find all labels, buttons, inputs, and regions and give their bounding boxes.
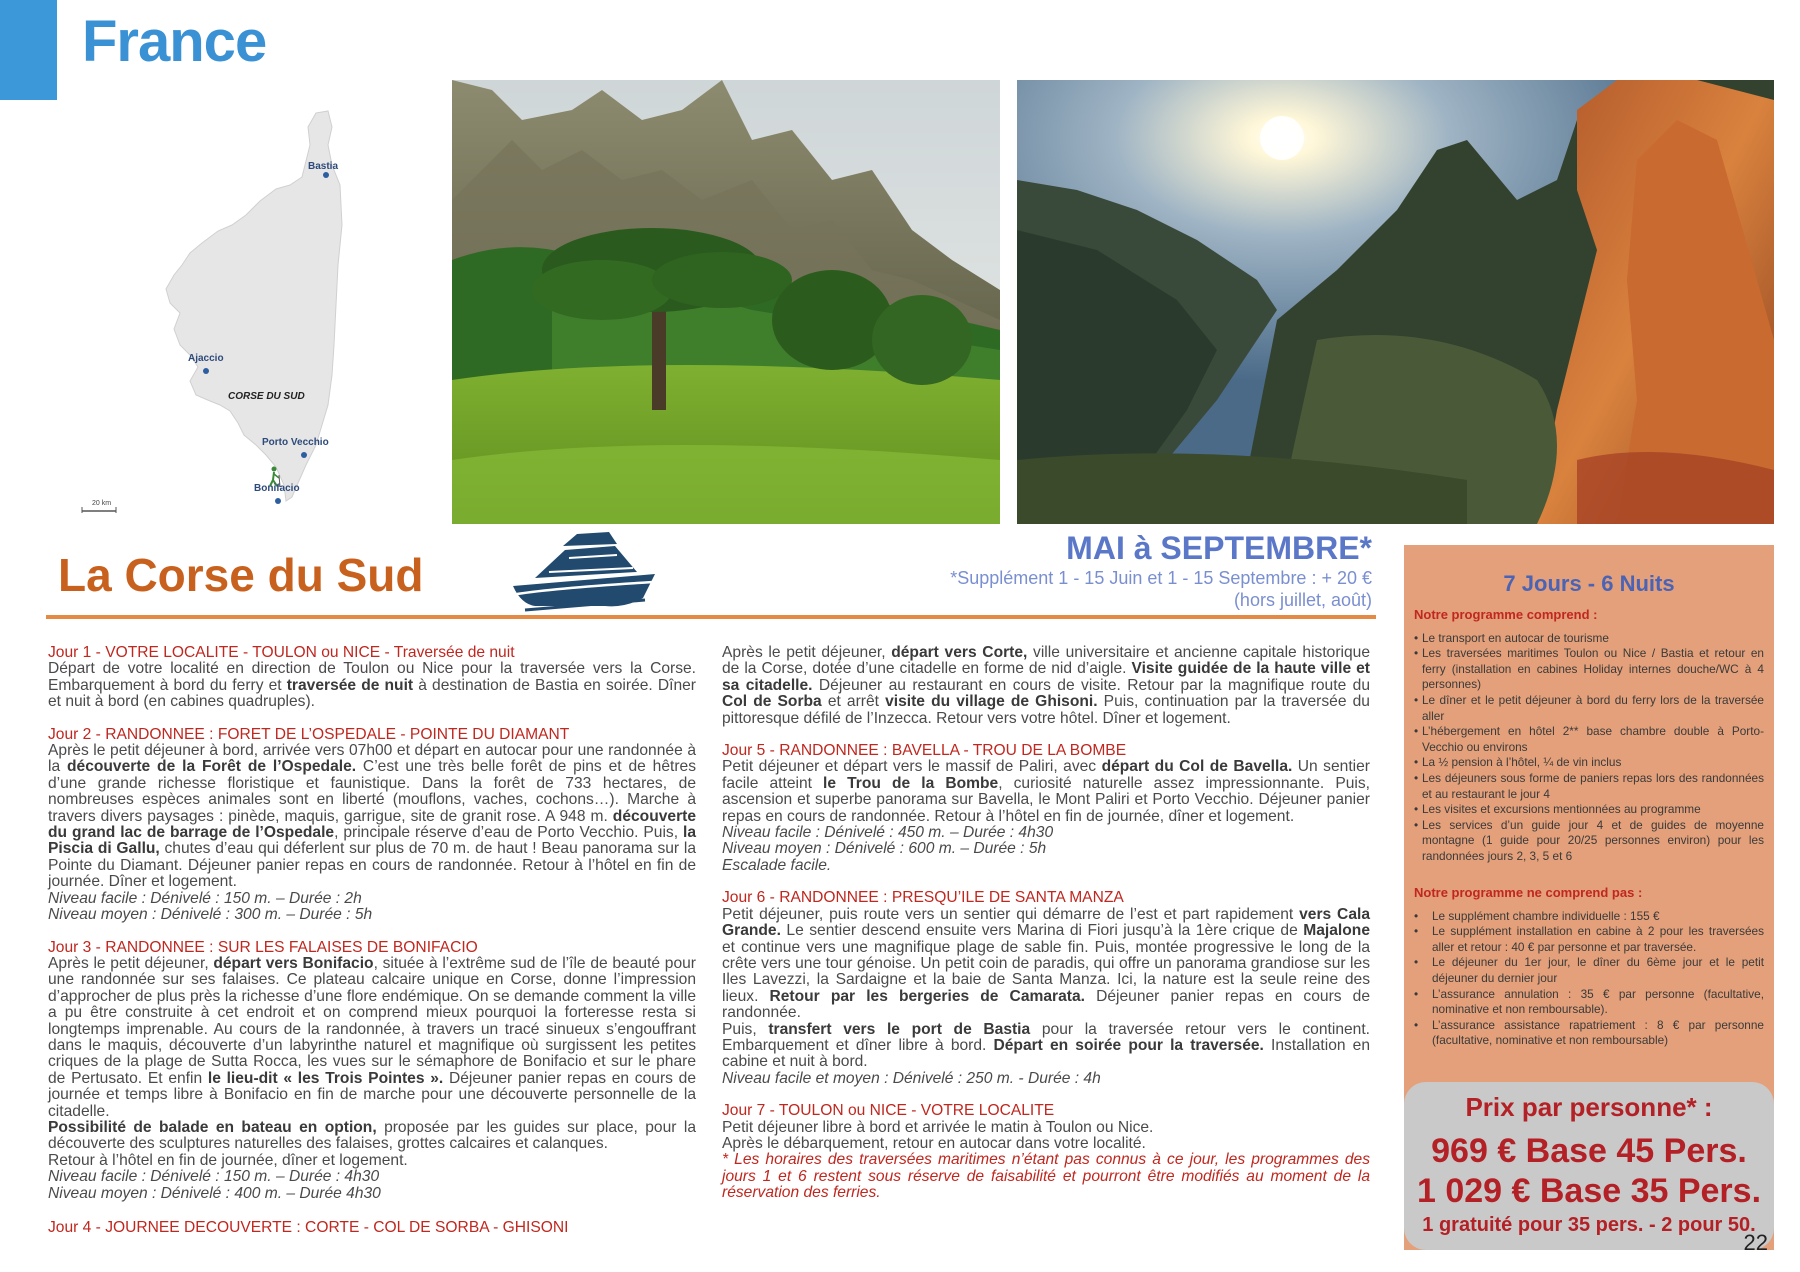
day-1 — [48, 645, 696, 711]
mountain-forest-photo — [452, 80, 1000, 524]
price-box — [1404, 1082, 1774, 1250]
day-7 — [722, 1103, 1370, 1201]
day-1-text: Départ de votre localité en direction de Toulon ou Nice pour la traversée vers la Corse. Embarquement à bord du ferry et traversée de nuit à destination de Bastia en soirée. Dîner et nuit à bord (en cabines quadruples). — [48, 660, 696, 711]
day-3-level-easy: Niveau facile : Dénivelé : 150 m. – Durée : 4h30 — [48, 1168, 380, 1186]
day-5 — [722, 743, 1370, 874]
season-block — [950, 530, 1372, 611]
included-title: Notre programme comprend : — [1414, 607, 1598, 622]
ferry-icon — [505, 528, 667, 612]
free-places-note: 1 gratuité pour 35 pers. - 2 pour 50. — [1422, 1214, 1756, 1236]
header-tab-block — [0, 0, 57, 100]
map-label-porto-vecchio: Porto Vecchio — [262, 437, 329, 448]
excluded-item: • L’assurance annulation : 35 € par personne (facultative, nominative et non remboursable). — [1414, 987, 1764, 1018]
corsica-map — [70, 105, 360, 525]
price-label: Prix par personne* : — [1465, 1092, 1713, 1122]
map-label-bastia: Bastia — [308, 161, 339, 172]
day-6-transfer-text: Puis, transfert vers le port de Bastia pour la traversée retour vers le continent. Embarquement et dîner libre à bord. Départ en soirée pour la traversée. Installation en cabine et nuit à bord. — [722, 1020, 1371, 1071]
trip-title: La Corse du Sud — [58, 549, 424, 601]
day-5-title: Jour 5 - RANDONNEE : BAVELLA - TROU DE LA BOMBE — [722, 742, 1127, 760]
included-item: • Les services d’un guide jour 4 et de guides de moyenne montagne (1 guide pour 20/25 personnes environ) pour les randonnées jours 2, 3, 5 et 6 — [1414, 818, 1764, 865]
included-item: • Les visites et excursions mentionnées au programme — [1414, 802, 1764, 818]
orange-divider — [46, 615, 1376, 619]
excluded-item: • Le supplément installation en cabine à 2 pour les traversées aller et retour : 40 € par personne et par traversée. — [1414, 924, 1764, 955]
day-4-continued — [722, 645, 1370, 727]
day-3-level-medium: Niveau moyen : Dénivelé : 400 m. – Durée 4h30 — [48, 1184, 381, 1202]
map-label-ajaccio: Ajaccio — [188, 353, 224, 364]
day-5-text: Petit déjeuner et départ vers le massif de Paliri, avec départ du Col de Bavella. Un sentier facile atteint le Trou de la Bombe, curiosité naturelle assez impressionnante. Puis, ascension et superbe panorama sur Bavella, le Mont Paliri et Porto Vecchio. Déjeuner panier repas en cours de randonnée. Retour à l’hôtel en fin de journée, dîner et logement. — [722, 758, 1370, 825]
excluded-title: Notre programme ne comprend pas : — [1414, 885, 1643, 900]
day-3-title: Jour 3 - RANDONNEE : SUR LES FALAISES DE BONIFACIO — [48, 938, 478, 956]
ferry-disclaimer: * Les horaires des traversées maritimes n’étant pas connus à ce jour, les programmes des jours 1 et 6 restent sous réserve de faisabilité et pourront être modifiés au moment de la réservation des ferries. — [722, 1151, 1370, 1202]
included-item: • L’hébergement en hôtel 2** base chambre double à Porto-Vecchio ou environs — [1414, 724, 1764, 755]
day-7-text-2: Après le débarquement, retour en autocar dans votre localité. — [722, 1134, 1146, 1152]
day-5-level-easy: Niveau facile : Dénivelé : 450 m. – Durée : 4h30 — [722, 824, 1054, 842]
season-supplement-note: *Supplément 1 - 15 Juin et 1 - 15 Septembre : + 20 € — [950, 568, 1372, 588]
page-number: 22 — [1743, 1230, 1768, 1255]
canyon-sunset-photo — [1017, 80, 1774, 524]
porto-vecchio-dot — [301, 452, 307, 458]
day-4-title: Jour 4 - JOURNEE DECOUVERTE : CORTE - COL DE SORBA - GHISONI — [48, 1219, 569, 1236]
included-list — [1414, 631, 1764, 865]
scale-label: 20 km — [92, 500, 112, 507]
included-item: • La ½ pension à l’hôtel, ¼ de vin inclus — [1414, 755, 1764, 771]
day-6-title: Jour 6 - RANDONNEE : PRESQU’ILE DE SANTA MANZA — [722, 889, 1124, 907]
day-2 — [48, 727, 696, 924]
ajaccio-dot — [203, 368, 209, 374]
season-exclusion-note: (hors juillet, août) — [1233, 590, 1372, 610]
included-item: • Les traversées maritimes Toulon ou Nice / Bastia et retour en ferry (installation en cabines Holiday internes douche/WC à 4 personnes) — [1414, 646, 1764, 693]
included-section — [1414, 607, 1764, 865]
day-3-text: Après le petit déjeuner, départ vers Bonifacio, située à l’extrême sud de l’île de beauté pour une randonnée sur ses falaises. Ce plateau calcaire unique en Corse, donne l’impression d’approcher de plus près la richesse d’une flore endémique. On se demande comment la ville a pu être construite à cet endroit et on comprend mieux pourquoi la forteresse resta si longtemps imprenable. Au cours de la randonnée, à travers un tracé sinueux s’engouffrant dans le maquis, découverte d’un labyrinthe naturel et magnifique où surgissent les petites criques de la plage de Sutta Rocca, les vues sur le sémaphore de Bonifacio et sur le phare de Pertusato. Et enfin le lieu-dit « les Trois Pointes ». Déjeuner panier repas en cours de journée et temps libre à Bonifacio en fin de marche pour une découverte personnelle de la citadelle. — [48, 954, 697, 1120]
day-2-level-medium: Niveau moyen : Dénivelé : 300 m. – Durée : 5h — [48, 906, 373, 924]
excluded-item: • Le supplément chambre individuelle : 155 € — [1414, 909, 1764, 925]
included-item: • Les déjeuners sous forme de paniers repas lors des randonnées et au restaurant le jour 4 — [1414, 771, 1764, 802]
day-1-title: Jour 1 - VOTRE LOCALITE - TOULON ou NICE - Traversée de nuit — [48, 644, 515, 661]
day-6-level: Niveau facile et moyen : Dénivelé : 250 m. - Durée : 4h — [722, 1069, 1101, 1087]
bastia-dot — [323, 172, 329, 178]
bonifacio-dot — [275, 498, 281, 504]
day-6 — [722, 890, 1370, 1087]
season-title: MAI à SEPTEMBRE* — [1066, 530, 1372, 566]
included-item: • Le transport en autocar de tourisme — [1414, 631, 1764, 647]
map-label-bonifacio: Bonifacio — [254, 483, 300, 494]
day-6-text: Petit déjeuner, puis route vers un sentier qui démarre de l’est et part rapidement vers Cala Grande. Le sentier descend ensuite vers Marina di Fiori jusqu’à la 1ère crique de Majalone et continue vers une magnifique plage de sable fin. Puis, montée progressive le long de la crête vers une tour génoise. Un petit coin de paradis, qui offre un panorama grandiose sur les Iles Lavezzi, la Sardaigne et la baie de Santa Manza. Ici, la nature est la seule reine des lieux. Retour par les bergeries de Camarata. Déjeuner panier repas en cours de randonnée. — [722, 905, 1371, 1022]
day-7-title: Jour 7 - TOULON ou NICE - VOTRE LOCALITE — [722, 1102, 1055, 1120]
itinerary-column-right — [722, 645, 1370, 1218]
day-2-title: Jour 2 - RANDONNEE : FORET DE L’OSPEDALE - POINTE DU DIAMANT — [48, 725, 570, 743]
day-3 — [48, 940, 696, 1203]
map-label-region: CORSE DU SUD — [228, 391, 305, 402]
day-5-level-climb: Escalade facile. — [722, 856, 832, 874]
trip-duration: 7 Jours - 6 Nuits — [1503, 571, 1675, 596]
day-5-level-medium: Niveau moyen : Dénivelé : 600 m. – Durée : 5h — [722, 840, 1047, 858]
corsica-map-svg — [70, 105, 360, 525]
price-base-45: 969 € Base 45 Pers. — [1431, 1132, 1747, 1170]
day-4 — [48, 1220, 696, 1236]
excluded-item: • Le déjeuner du 1er jour, le dîner du 6ème jour et le petit déjeuner du dernier jour — [1414, 955, 1764, 986]
day-2-text: Après le petit déjeuner à bord, arrivée vers 07h00 et départ en autocar pour une randonnée à la découverte de la Forêt de l’Ospedale. C’est une très belle forêt de pins et de hêtres d’une grande richesse floristique et faunistique. Dans la forêt de 733 hectares, de nombreuses espèces animales sont en liberté (mouflons, vaches, cochons…). Marche à travers divers paysages : pinède, maquis, garrigue, site de granit rose. A 948 m. découverte du grand lac de barrage de l’Ospedale, principale réserve d’eau de Porto Vecchio. Puis, la Piscia di Gallu, chutes d’eau qui déferlent sur plus de 70 m. de haut ! Beau panorama sur la Pointe du Diamant. Déjeuner panier repas en cours de randonnée. Retour à l’hôtel en fin de journée. Dîner et logement. — [48, 742, 697, 891]
day-3-boat-text: Possibilité de balade en bateau en option, proposée par les guides sur place, pour la découverte des sculptures naturelles des falaises, grottes calcaires et calanques. — [48, 1118, 696, 1153]
excluded-item: • L’assurance assistance rapatriement : 8 € par personne (facultative, nominative et non remboursable) — [1414, 1018, 1764, 1049]
day-2-level-easy: Niveau facile : Dénivelé : 150 m. – Durée : 2h — [48, 889, 362, 907]
included-item: • Le dîner et le petit déjeuner à bord du ferry lors de la traversée aller — [1414, 693, 1764, 724]
day-7-text: Petit déjeuner libre à bord et arrivée le matin à Toulon ou Nice. — [722, 1118, 1154, 1136]
country-title: France — [82, 9, 267, 74]
day-4-text: Après le petit déjeuner, départ vers Corte, ville universitaire et ancienne capitale historique de la Corse, dotée d’une citadelle en forme de nid d’aigle. Visite guidée de la haute ville et sa citadelle. Déjeuner au restaurant en cours de visite. Retour par la magnifique route du Col de Sorba et arrêt visite du village de Ghisoni. Puis, continuation par la traversée du pittoresque défilé de l’Inzecca. Retour vers votre hôtel. Dîner et logement. — [722, 644, 1371, 727]
day-3-return-text: Retour à l’hôtel en fin de journée, dîner et logement. — [48, 1151, 408, 1169]
price-base-35: 1 029 € Base 35 Pers. — [1416, 1172, 1762, 1210]
excluded-list — [1414, 909, 1764, 1049]
itinerary-column-left — [48, 645, 696, 1252]
excluded-section — [1414, 885, 1764, 1049]
